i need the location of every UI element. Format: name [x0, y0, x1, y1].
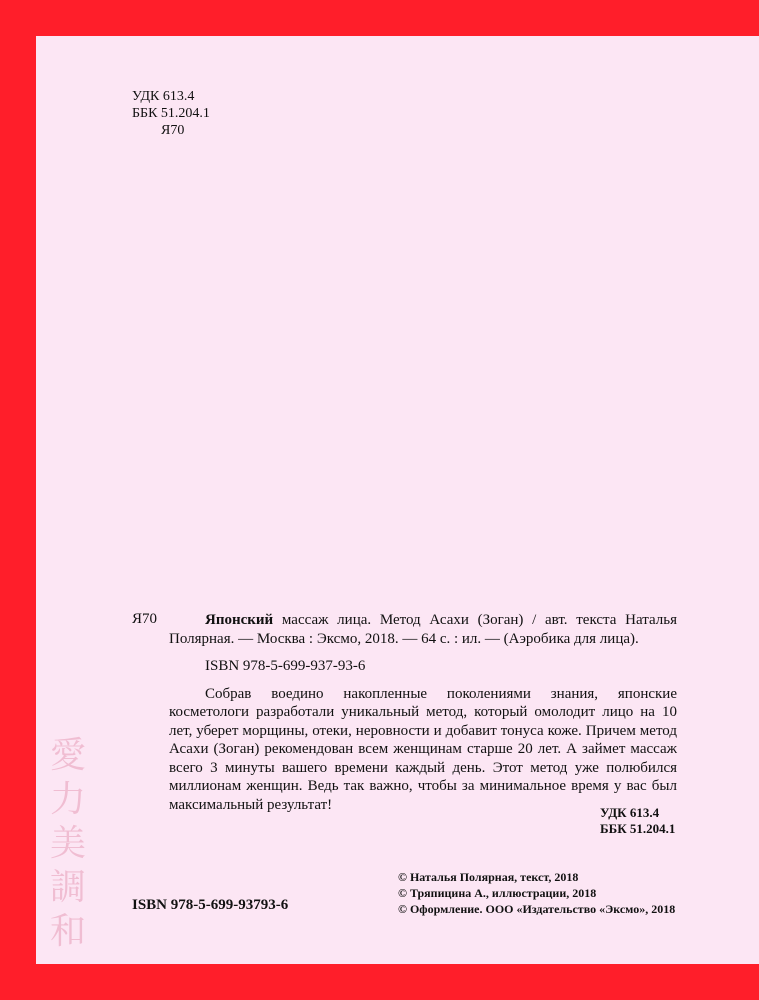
copyright-design-line: © Оформление. ООО «Издательство «Эксмо», 2018	[398, 902, 676, 916]
bbk-code: ББК 51.204.1	[132, 106, 210, 121]
bibliographic-description	[169, 611, 677, 648]
kanji-wa: 和	[49, 911, 86, 952]
kanji-watermark	[46, 734, 90, 954]
kanji-chou: 調	[49, 867, 86, 908]
author-sign: Я70	[161, 123, 185, 138]
page	[36, 36, 759, 964]
card-bbk-code: ББК 51.204.1	[600, 821, 676, 836]
card-udk-code: УДК 613.4	[600, 805, 660, 820]
kanji-chikara: 力	[49, 779, 86, 820]
classification-codes-card	[600, 805, 675, 837]
copyright-block	[398, 869, 675, 917]
copyright-illustrations-line: © Тряпицина А., иллюстрации, 2018	[398, 886, 597, 900]
copyright-text-line: © Наталья Полярная, текст, 2018	[398, 870, 579, 884]
bibliographic-card	[169, 611, 677, 814]
abstract-text: Собрав воедино накопленные поколениями знания, японские косметологи разработали уникальный метод, который омолодит лицо на 10 лет, уберет морщины, отеки, неровности и добавит тонуса коже. Причем метод Асахи (Зоган) рекомендован всем женщинам старше 20 лет. А займет массаж всего 3 минуты вашего времени каждый день. Этот метод уже полюбился миллионам женщин. Ведь так важно, чтобы за минимальное время у вас был максимальный результат!	[169, 685, 677, 813]
classification-codes-top	[132, 88, 210, 139]
kanji-ai: 愛	[49, 735, 86, 776]
kanji-bi: 美	[49, 823, 86, 864]
isbn-large: ISBN 978-5-699-93793-6	[132, 897, 289, 913]
card-isbn: ISBN 978-5-699-937-93-6	[205, 658, 366, 674]
bibliographic-rest: массаж лица. Метод Асахи (Зоган) / авт. текста Наталья Полярная. — Москва : Эксмо, 2018. — 64 с. : ил. — (Аэробика для лица).	[169, 612, 677, 647]
udk-code: УДК 613.4	[132, 89, 195, 104]
book-title-bold: Японский	[205, 612, 274, 628]
card-author-sign: Я70	[132, 611, 158, 627]
